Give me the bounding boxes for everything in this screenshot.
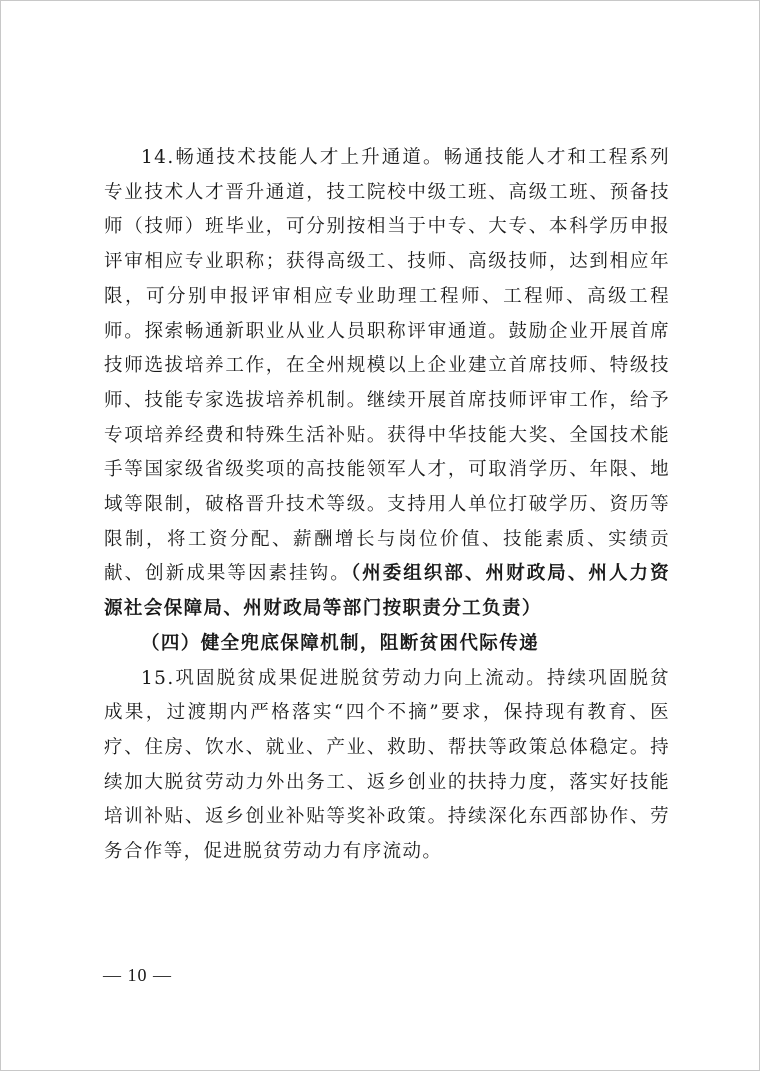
paragraph-14 (104, 141, 670, 627)
page-number: — 10 — (103, 965, 172, 985)
section-heading: （四）健全兜底保障机制，阻断贫困代际传递 (141, 632, 540, 654)
paragraph-14-responsible-units: （州委组织部、州财政局、州人力资源社会保障局、州财政局等部门按职责分工负责） (104, 563, 670, 620)
document-body (104, 141, 670, 870)
paragraph-14-text: 14.畅通技术技能人才上升通道。畅通技能人才和工程系列专业技术人才晋升通道，技工院校中级工班、高级工班、预备技师（技师）班毕业，可分别按相当于中专、大专、本科学历申报评审相应专业职称；获得高级工、技师、高级技师，达到相应年限，可分别申报评审相应专业助理工程师、工程师、高级工程师。探索畅通新职业从业人员职称评审通道。鼓励企业开展首席技师选拔培养工作，在全州规模以上企业建立首席技师、特级技师、技能专家选拔培养机制。继续开展首席技师评审工作，给予专项培养经费和特殊生活补贴。获得中华技能大奖、全国技术能手等国家级省级奖项的高技能领军人才，可取消学历、年限、地域等限制，破格晋升技术等级。支持用人单位打破学历、资历等限制，将工资分配、薪酬增长与岗位价值、技能素质、实绩贡献、创新成果等因素挂钩。 (104, 147, 670, 585)
paragraph-15: 15.巩固脱贫成果促进脱贫劳动力向上流动。持续巩固脱贫成果，过渡期内严格落实“四个不摘”要求，保持现有教育、医疗、住房、饮水、就业、产业、救助、帮扶等政策总体稳定。持续加大脱贫劳动力外出务工、返乡创业的扶持力度，落实好技能培训补贴、返乡创业补贴等奖补政策。持续深化东西部协作、劳务合作等，促进脱贫劳动力有序流动。 (104, 667, 670, 863)
